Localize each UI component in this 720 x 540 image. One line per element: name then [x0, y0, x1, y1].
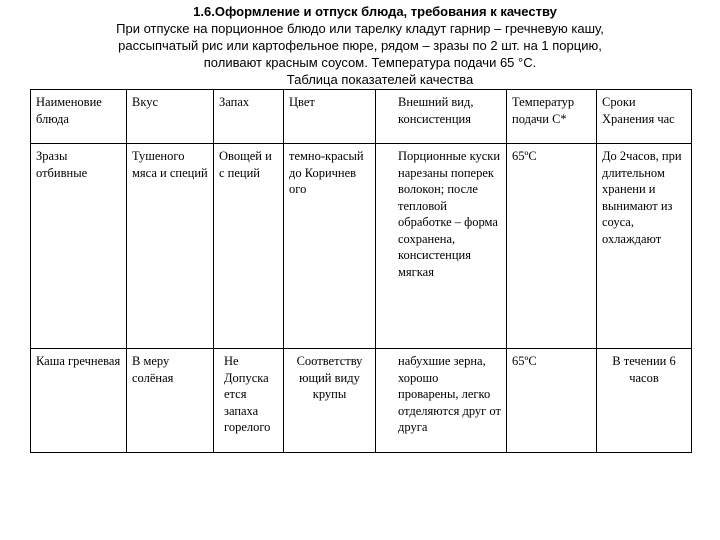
header-temperature: Температур подачи С*	[507, 90, 597, 144]
table-caption: Таблица показателей качества	[286, 72, 474, 87]
cell-temperature: 65ºС	[507, 144, 597, 349]
header-color: Цвет	[284, 90, 376, 144]
quality-table	[30, 89, 692, 453]
heading-line-2: рассыпчатый рис или картофельное пюре, рядом – зразы по 2 шт. на 1 порцию,	[118, 38, 602, 53]
header-smell: Запах	[214, 90, 284, 144]
header-shelf-life: Сроки Хранения час	[597, 90, 692, 144]
heading-line-1: При отпуске на порционное блюдо или тарелку кладут гарнир – гречневую кашу,	[116, 21, 604, 36]
document-heading	[0, 3, 720, 88]
header-appearance: Внешний вид, консистенция	[376, 90, 507, 144]
section-title: 1.6.Оформление и отпуск блюда, требования к качеству	[193, 4, 557, 19]
header-dish: Наименовие блюда	[31, 90, 127, 144]
cell-color: темно-красый до Коричнев ого	[284, 144, 376, 349]
cell-temperature: 65ºС	[507, 349, 597, 453]
cell-dish: Каша гречневая	[31, 349, 127, 453]
table-row	[31, 144, 692, 349]
cell-appearance: Порционные куски нарезаны поперек волокон; после тепловой обработке – форма сохранена, консистенция мягкая	[376, 144, 507, 349]
cell-taste: В меру солёная	[127, 349, 214, 453]
cell-smell: Овощей и с пеций	[214, 144, 284, 349]
table-header-row	[31, 90, 692, 144]
cell-shelf-life: До 2часов, при длительном хранени и вынимают из соуса, охлаждают	[597, 144, 692, 349]
cell-color: Соответству ющий виду крупы	[284, 349, 376, 453]
cell-appearance: набухшие зерна, хорошо проварены, легко отделяются друг от друга	[376, 349, 507, 453]
cell-smell: Не Допуска ется запаха горелого	[214, 349, 284, 453]
header-taste: Вкус	[127, 90, 214, 144]
cell-dish: Зразы отбивные	[31, 144, 127, 349]
cell-taste: Тушеного мяса и специй	[127, 144, 214, 349]
heading-line-3: поливают красным соусом. Температура подачи 65 °С.	[203, 55, 537, 70]
cell-shelf-life: В течении 6 часов	[597, 349, 692, 453]
table-row	[31, 349, 692, 453]
